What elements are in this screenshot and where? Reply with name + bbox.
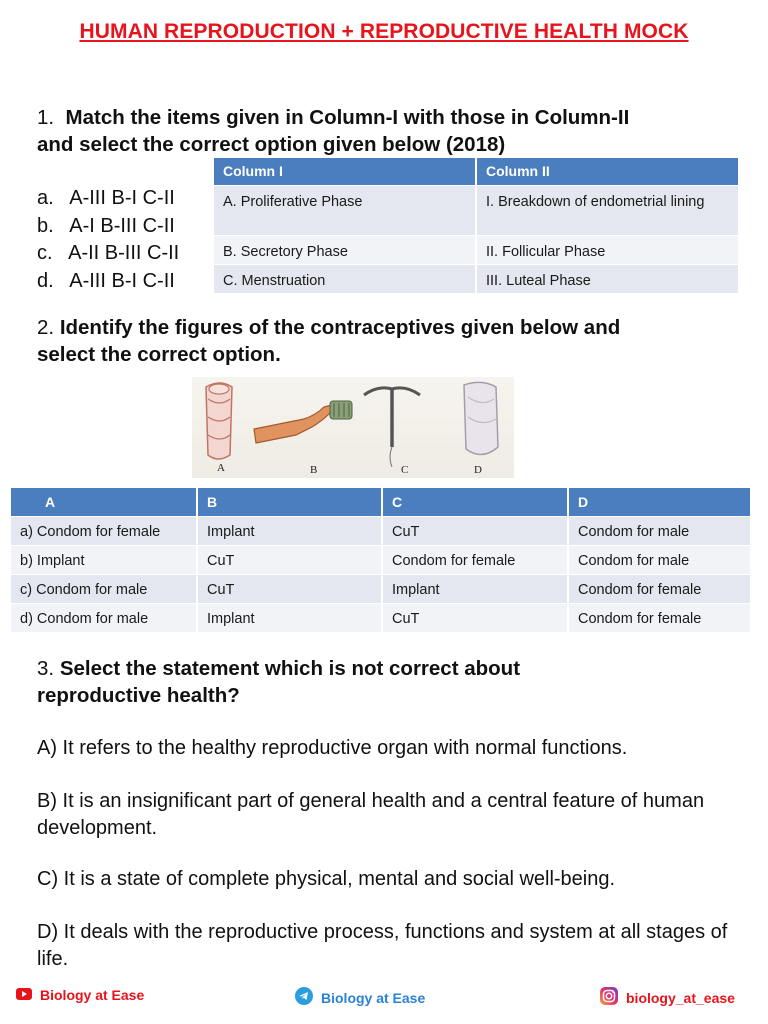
table-cell: II. Follicular Phase [476, 235, 739, 264]
q2-col-header-d: D [568, 488, 751, 516]
figure-label-d: D [474, 464, 482, 476]
table-cell: Condom for female [568, 574, 751, 603]
table-row[interactable] [11, 516, 751, 545]
footer-youtube-label: Biology at Ease [40, 987, 145, 1003]
table-row [214, 185, 739, 235]
footer-instagram[interactable] [600, 987, 735, 1008]
q1-options [37, 185, 179, 295]
q2-col-header-c: C [382, 488, 568, 516]
q3-number: 3. [37, 657, 55, 680]
q2-text-line1: Identify the figures of the contraceptives given below and [59, 316, 621, 339]
q3-statement-b[interactable]: B) It is an insignificant part of general health and a central feature of human development. [37, 790, 705, 839]
q3-statement-c[interactable]: C) It is a state of complete physical, mental and social well-being. [37, 868, 616, 890]
q3-statement-a[interactable]: A) It refers to the healthy reproductive organ with normal functions. [37, 737, 628, 759]
footer-telegram-label: Biology at Ease [321, 989, 426, 1006]
table-cell: B. Secretory Phase [214, 235, 476, 264]
footer-instagram-label: biology_at_ease [626, 989, 735, 1006]
table-cell: CuT [197, 574, 382, 603]
telegram-icon [295, 987, 313, 1008]
table-cell: Condom for female [382, 545, 568, 574]
q2-col-header-a: A [11, 488, 197, 516]
table-cell: Implant [197, 603, 382, 632]
q1-text-line2: and select the correct option given below (2018) [37, 133, 506, 156]
table-row [214, 264, 739, 293]
q1-option-d[interactable]: d. A-III B-I C-II [37, 269, 175, 292]
table-cell: C. Menstruation [214, 264, 476, 293]
table-cell: Implant [382, 574, 568, 603]
table-cell: CuT [382, 603, 568, 632]
figure-label-c: C [401, 464, 409, 476]
table-cell: CuT [197, 545, 382, 574]
table-row[interactable] [11, 603, 751, 632]
table-cell: b) Implant [11, 545, 197, 574]
q1-text-line1: Match the items given in Column-I with those in Column-II [65, 106, 630, 129]
cut-iud-drawing [364, 388, 420, 467]
q3-text-line1: Select the statement which is not correct about [59, 657, 521, 680]
q1-option-a[interactable]: a. A-III B-I C-II [37, 187, 175, 209]
table-cell: CuT [382, 516, 568, 545]
table-row [214, 235, 739, 264]
q2-text-line2: select the correct option. [37, 343, 281, 366]
page-title: HUMAN REPRODUCTION + REPRODUCTIVE HEALTH MOCK [79, 20, 689, 43]
youtube-icon [16, 987, 32, 1003]
female-condom-drawing [206, 383, 232, 459]
q1-col-header-1: Column I [214, 158, 476, 185]
table-cell: III. Luteal Phase [476, 264, 739, 293]
q1-match-table [214, 158, 740, 293]
table-cell: Implant [197, 516, 382, 545]
table-cell: Condom for female [568, 603, 751, 632]
figure-label-a: A [217, 462, 225, 474]
figure-label-b: B [310, 464, 318, 476]
table-cell: c) Condom for male [11, 574, 197, 603]
q1-option-c[interactable]: c. A-II B-III C-II [37, 242, 180, 264]
table-cell: a) Condom for female [11, 516, 197, 545]
q1-col-header-2: Column II [476, 158, 739, 185]
implant-drawing [254, 401, 352, 443]
table-cell: I. Breakdown of endometrial lining [476, 185, 739, 235]
footer-youtube[interactable] [16, 987, 144, 1003]
q3-statement-d[interactable]: D) It deals with the reproductive process, functions and system at all stages of life. [37, 921, 728, 970]
table-cell: d) Condom for male [11, 603, 197, 632]
figure-labels [192, 462, 514, 478]
table-row[interactable] [11, 574, 751, 603]
question-1-header [37, 104, 629, 158]
q2-options-table [11, 488, 752, 632]
question-3-header [37, 655, 520, 709]
question-2-header [37, 314, 620, 368]
footer-telegram[interactable] [295, 987, 425, 1008]
q2-col-header-b: B [197, 488, 382, 516]
q1-number: 1. [37, 106, 55, 129]
male-condom-drawing [464, 382, 498, 454]
table-cell: A. Proliferative Phase [214, 185, 476, 235]
instagram-icon [600, 987, 618, 1008]
q1-option-b[interactable]: b. A-I B-III C-II [37, 214, 175, 237]
table-row[interactable] [11, 545, 751, 574]
q3-text-line2: reproductive health? [37, 684, 240, 707]
table-cell: Condom for male [568, 545, 751, 574]
table-cell: Condom for male [568, 516, 751, 545]
q2-number: 2. [37, 316, 55, 339]
